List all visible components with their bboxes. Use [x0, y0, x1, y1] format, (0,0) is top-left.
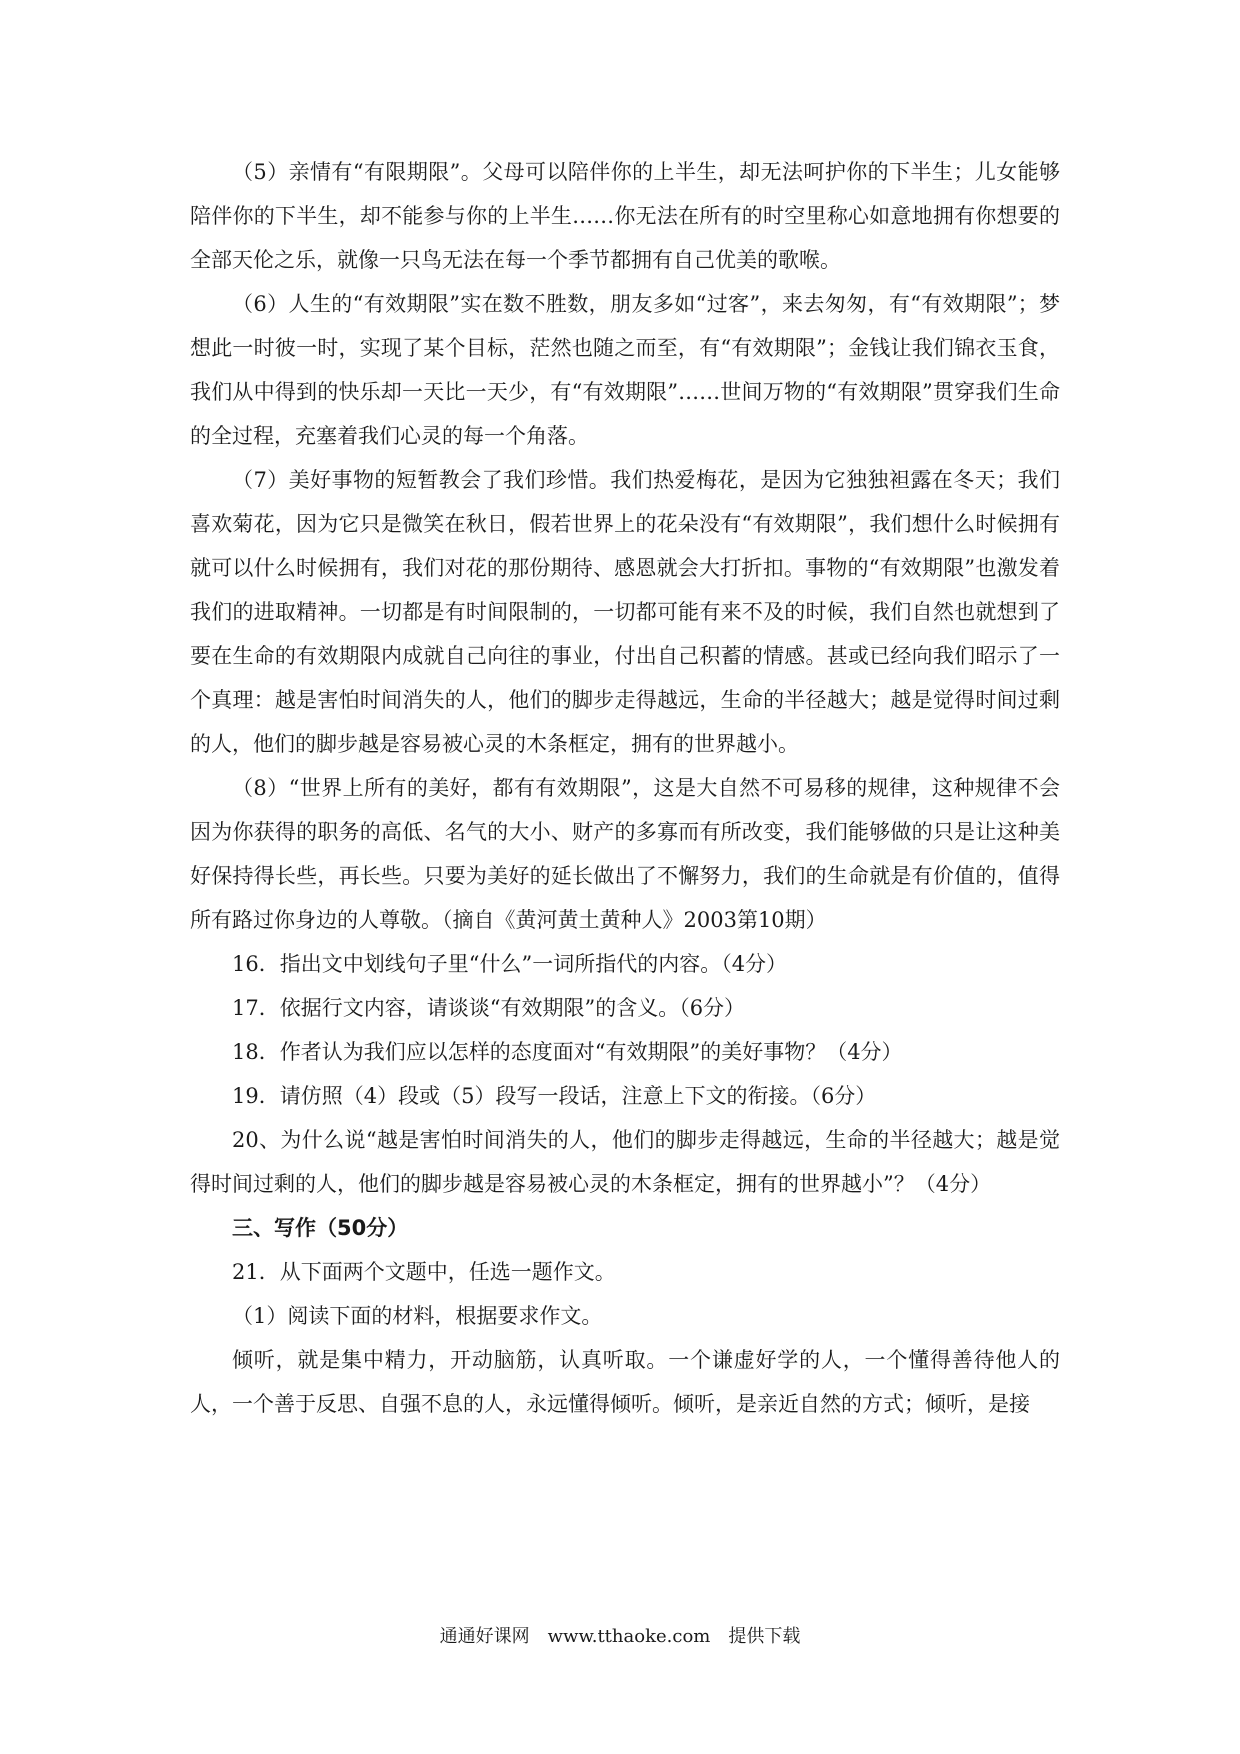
paragraph-7: （7）美好事物的短暂教会了我们珍惜。我们热爱梅花，是因为它独独袒露在冬天；我们喜欢菊花，因为它只是微笑在秋日，假若世界上的花朵没有“有效期限”，我们想什么时候拥有就可以什么时候拥有，我们对花的那份期待、感恩就会大打折扣。事物的“有效期限”也激发着我们的进取精神。一切都是有时间限制的，一切都可能有来不及的时候，我们自然也就想到了要在生命的有效期限内成就自己向往的事业，付出自己积蓄的情感。甚或已经向我们昭示了一个真理：越是害怕时间消失的人，他们的脚步走得越远，生命的半径越大；越是觉得时间过剩的人，他们的脚步越是容易被心灵的木条框定，拥有的世界越小。: [190, 468, 1060, 756]
page-footer: 通通好课网 www.tthaoke.com 提供下载: [439, 1626, 801, 1647]
question-19: 19．请仿照（4）段或（5）段写一段话，注意上下文的衔接。（6分）: [232, 1084, 877, 1108]
writing-option-1: （1）阅读下面的材料，根据要求作文。: [232, 1304, 603, 1328]
question-21: 21．从下面两个文题中，任选一题作文。: [232, 1260, 616, 1284]
writing-material: 倾听，就是集中精力，开动脑筋，认真听取。一个谦虚好学的人，一个懂得善待他人的人，一个善于反思、自强不息的人，永远懂得倾听。倾听，是亲近自然的方式；倾听，是接: [190, 1348, 1060, 1416]
question-20: 20、为什么说“越是害怕时间消失的人，他们的脚步走得越远，生命的半径越大；越是觉得时间过剩的人，他们的脚步越是容易被心灵的木条框定，拥有的世界越小”？（4分）: [190, 1128, 1060, 1196]
page-content: [190, 150, 1060, 1426]
question-17: 17．依据行文内容，请谈谈“有效期限”的含义。（6分）: [232, 996, 746, 1020]
question-16: 16．指出文中划线句子里“什么”一词所指代的内容。（4分）: [232, 952, 788, 976]
question-18: 18．作者认为我们应以怎样的态度面对“有效期限”的美好事物？（4分）: [232, 1040, 903, 1064]
paragraph-5: （5）亲情有“有限期限”。父母可以陪伴你的上半生，却无法呵护你的下半生；儿女能够陪伴你的下半生，却不能参与你的上半生……你无法在所有的时空里称心如意地拥有你想要的全部天伦之乐，就像一只鸟无法在每一个季节都拥有自己优美的歌喉。: [190, 160, 1060, 272]
section-heading-writing: 三、写作（50分）: [232, 1216, 409, 1240]
paragraph-8: （8）“世界上所有的美好，都有有效期限”，这是大自然不可易移的规律，这种规律不会因为你获得的职务的高低、名气的大小、财产的多寡而有所改变，我们能够做的只是让这种美好保持得长些，再长些。只要为美好的延长做出了不懈努力，我们的生命就是有价值的，值得所有路过你身边的人尊敬。（摘自《黄河黄土黄种人》2003第10期）: [190, 776, 1060, 932]
paragraph-6: （6）人生的“有效期限”实在数不胜数，朋友多如“过客”，来去匆匆，有“有效期限”；梦想此一时彼一时，实现了某个目标，茫然也随之而至，有“有效期限”；金钱让我们锦衣玉食，我们从中得到的快乐却一天比一天少，有“有效期限”……世间万物的“有效期限”贯穿我们生命的全过程，充塞着我们心灵的每一个角落。: [190, 292, 1060, 448]
